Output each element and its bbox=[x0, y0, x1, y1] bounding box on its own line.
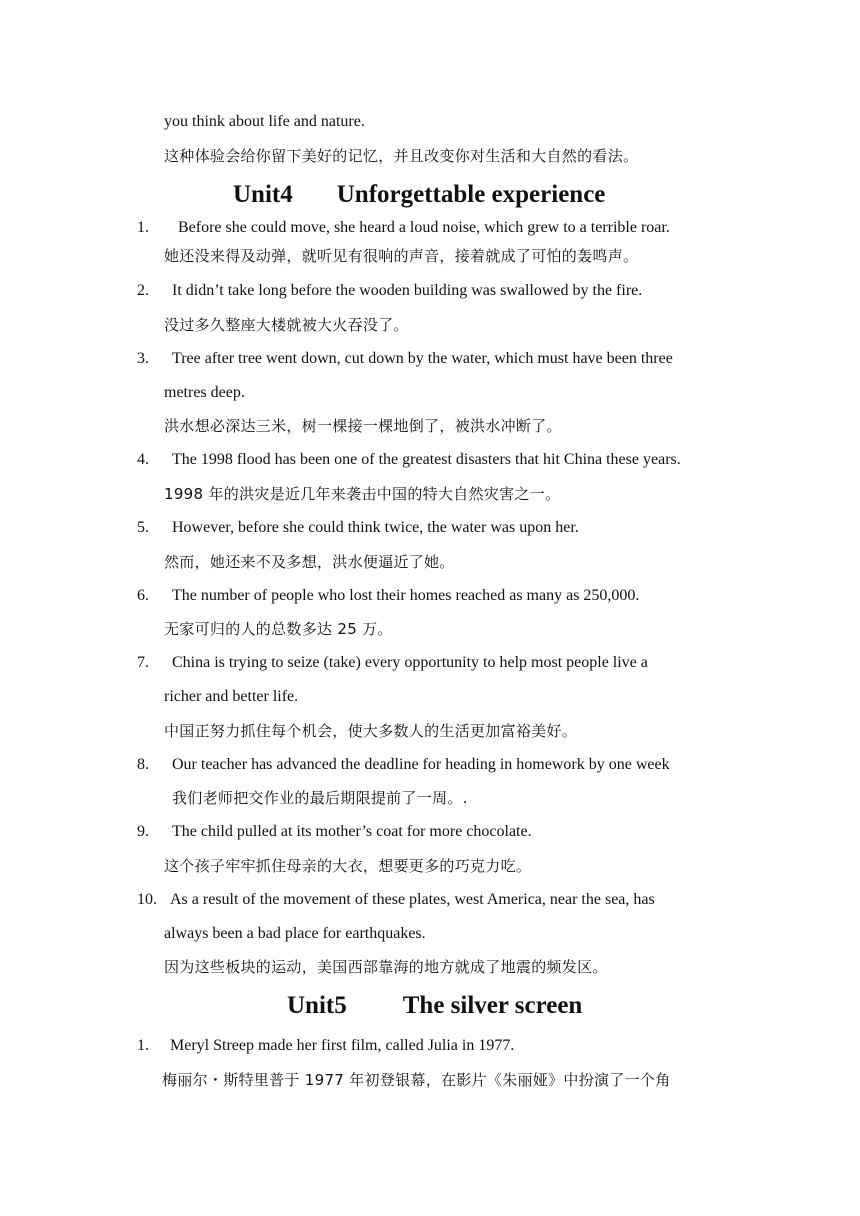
intro-english-tail: you think about life and nature. bbox=[164, 113, 365, 130]
item-number: 5. bbox=[137, 519, 149, 536]
intro-chinese: 这种体验会给你留下美好的记忆，并且改变你对生活和大自然的看法。 bbox=[164, 147, 639, 165]
item-number: 3. bbox=[137, 350, 149, 367]
unit4-label: Unit4 bbox=[233, 181, 293, 208]
sentence-english: Before she could move, she heard a loud noise, which grew to a terrible roar. bbox=[178, 219, 670, 236]
sentence-english: Our teacher has advanced the deadline for heading in homework by one week bbox=[172, 756, 670, 773]
item-number: 1. bbox=[137, 219, 149, 236]
sentence-english: The number of people who lost their homes reached as many as 250,000. bbox=[172, 587, 640, 604]
unit5-heading bbox=[287, 991, 582, 1021]
item-number: 6. bbox=[137, 587, 149, 604]
unit4-heading bbox=[233, 180, 605, 210]
sentence-english: It didn’t take long before the wooden building was swallowed by the fire. bbox=[172, 282, 643, 299]
sentence-chinese: 1998 年的洪灾是近几年来袭击中国的特大自然灾害之一。 bbox=[164, 485, 561, 503]
sentence-english: The child pulled at its mother’s coat for more chocolate. bbox=[172, 823, 532, 840]
unit5-label: Unit5 bbox=[287, 992, 347, 1019]
item-number: 9. bbox=[137, 823, 149, 840]
sentence-chinese: 梅丽尔・斯特里普于 1977 年初登银幕，在影片《朱丽娅》中扮演了一个角 bbox=[162, 1071, 671, 1089]
sentence-chinese: 这个孩子牢牢抓住母亲的大衣，想要更多的巧克力吃。 bbox=[164, 857, 532, 875]
sentence-chinese: 没过多久整座大楼就被大火吞没了。 bbox=[164, 316, 409, 334]
sentence-chinese: 因为这些板块的运动，美国西部靠海的地方就成了地震的频发区。 bbox=[164, 958, 608, 976]
sentence-english: However, before she could think twice, the water was upon her. bbox=[172, 519, 579, 536]
sentence-english: Meryl Streep made her first film, called Julia in 1977. bbox=[170, 1037, 515, 1054]
item-number: 8. bbox=[137, 756, 149, 773]
sentence-chinese: 她还没来得及动弹，就听见有很响的声音，接着就成了可怕的轰鸣声。 bbox=[164, 247, 639, 265]
sentence-chinese: 我们老师把交作业的最后期限提前了一周。. bbox=[172, 789, 468, 807]
unit4-title: Unforgettable experience bbox=[336, 181, 606, 208]
sentence-english: Tree after tree went down, cut down by the water, which must have been three bbox=[172, 350, 673, 367]
item-number: 2. bbox=[137, 282, 149, 299]
sentence-english-continued: always been a bad place for earthquakes. bbox=[164, 925, 426, 942]
item-number: 7. bbox=[137, 654, 149, 671]
item-number: 1. bbox=[137, 1037, 149, 1054]
sentence-chinese: 无家可归的人的总数多达 25 万。 bbox=[164, 620, 393, 638]
sentence-english-continued: richer and better life. bbox=[164, 688, 299, 705]
sentence-english-continued: metres deep. bbox=[164, 384, 245, 401]
sentence-chinese: 然而，她还来不及多想，洪水便逼近了她。 bbox=[164, 553, 455, 571]
unit5-title: The silver screen bbox=[402, 992, 583, 1019]
sentence-chinese: 中国正努力抓住每个机会，使大多数人的生活更加富裕美好。 bbox=[164, 722, 578, 740]
sentence-english: China is trying to seize (take) every opportunity to help most people live a bbox=[172, 654, 648, 671]
sentence-english: The 1998 flood has been one of the greatest disasters that hit China these years. bbox=[172, 451, 681, 468]
item-number: 4. bbox=[137, 451, 149, 468]
sentence-english: As a result of the movement of these plates, west America, near the sea, has bbox=[170, 891, 655, 908]
sentence-chinese: 洪水想必深达三米，树一棵接一棵地倒了，被洪水冲断了。 bbox=[164, 417, 562, 435]
item-number: 10. bbox=[137, 891, 157, 908]
